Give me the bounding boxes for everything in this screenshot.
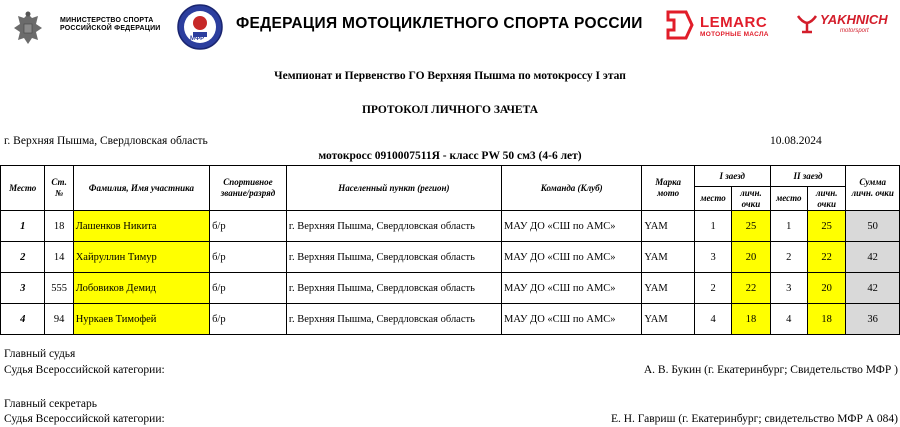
cell-race1-place: 4 xyxy=(694,304,731,335)
cell-race2-points: 22 xyxy=(807,242,845,273)
cell-race1-place: 2 xyxy=(694,273,731,304)
cell-total: 50 xyxy=(846,211,900,242)
cell-race2-place: 4 xyxy=(770,304,807,335)
cell-rank: б/р xyxy=(210,242,287,273)
cell-name: Нуркаев Тимофей xyxy=(73,304,209,335)
cell-team: МАУ ДО «СШ по АМС» xyxy=(501,304,641,335)
sport-ministry-line2: РОССИЙСКОЙ ФЕДЕРАЦИИ xyxy=(60,25,161,32)
cell-team: МАУ ДО «СШ по АМС» xyxy=(501,273,641,304)
cell-number: 14 xyxy=(45,242,73,273)
yakhnich-logo-icon xyxy=(796,12,818,34)
cell-place: 2 xyxy=(1,242,45,273)
results-table xyxy=(0,165,900,335)
cell-race2-place: 2 xyxy=(770,242,807,273)
cell-moto: YAM xyxy=(642,242,695,273)
cell-total: 42 xyxy=(846,242,900,273)
header-total: Сумма личн. очки xyxy=(846,166,900,211)
cell-race1-place: 3 xyxy=(694,242,731,273)
yakhnich-subtitle: motorsport xyxy=(840,28,869,34)
cell-race1-points: 18 xyxy=(732,304,770,335)
cell-race2-place: 3 xyxy=(770,273,807,304)
cell-moto: YAM xyxy=(642,304,695,335)
cell-team: МАУ ДО «СШ по АМС» xyxy=(501,242,641,273)
cell-locality: г. Верхняя Пышма, Свердловская область xyxy=(286,273,501,304)
header-race1: I заезд xyxy=(694,166,770,187)
cell-race1-points: 25 xyxy=(732,211,770,242)
judge-category: Судья Всероссийской категории: xyxy=(4,364,165,376)
championship-title: Чемпионат и Первенство ГО Верхняя Пышма по мотокроссу I этап xyxy=(274,70,626,82)
header-race1-place: место xyxy=(694,187,731,211)
lemarc-subtitle: МОТОРНЫЕ МАСЛА xyxy=(700,31,769,38)
cell-moto: YAM xyxy=(642,273,695,304)
cell-place: 4 xyxy=(1,304,45,335)
sport-ministry-text xyxy=(60,17,161,33)
cell-locality: г. Верхняя Пышма, Свердловская область xyxy=(286,242,501,273)
header-race2-place: место xyxy=(770,187,807,211)
judge-title: Главный судья xyxy=(4,348,76,360)
cell-race2-points: 25 xyxy=(807,211,845,242)
table-row xyxy=(1,242,900,273)
event-city: г. Верхняя Пышма, Свердловская область xyxy=(4,135,208,147)
cell-total: 42 xyxy=(846,273,900,304)
header-start-number: Ст. № xyxy=(45,166,73,211)
cell-number: 18 xyxy=(45,211,73,242)
header-name: Фамилия, Имя участника xyxy=(73,166,209,211)
sport-ministry-line1: МИНИСТЕРСТВО СПОРТА xyxy=(60,17,154,24)
federation-title: ФЕДЕРАЦИЯ МОТОЦИКЛЕТНОГО СПОРТА РОССИИ xyxy=(236,15,643,32)
cell-race1-points: 22 xyxy=(732,273,770,304)
cell-race2-points: 20 xyxy=(807,273,845,304)
cell-rank: б/р xyxy=(210,273,287,304)
event-date: 10.08.2024 xyxy=(770,135,822,147)
cell-place: 1 xyxy=(1,211,45,242)
table-header-row xyxy=(1,166,900,187)
class-title: мотокросс 0910007511Я - класс PW 50 см3 (4-6 лет) xyxy=(318,150,582,162)
header-locality: Населенный пункт (регион) xyxy=(286,166,501,211)
cell-rank: б/р xyxy=(210,304,287,335)
cell-number: 94 xyxy=(45,304,73,335)
header-race1-points: личн. очки xyxy=(732,187,770,211)
mfr-logo-text: МФР xyxy=(190,36,205,42)
header-place: Место xyxy=(1,166,45,211)
lemarc-logo-icon xyxy=(664,10,694,40)
cell-locality: г. Верхняя Пышма, Свердловская область xyxy=(286,304,501,335)
cell-name: Лашенков Никита xyxy=(73,211,209,242)
header-team: Команда (Клуб) xyxy=(501,166,641,211)
protocol-title: ПРОТОКОЛ ЛИЧНОГО ЗАЧЕТА xyxy=(361,104,538,116)
header-moto: Марка мото xyxy=(642,166,695,211)
table-row xyxy=(1,273,900,304)
cell-place: 3 xyxy=(1,273,45,304)
russian-emblem-icon xyxy=(8,8,48,48)
cell-race2-points: 18 xyxy=(807,304,845,335)
cell-race1-points: 20 xyxy=(732,242,770,273)
cell-name: Лобовиков Демид xyxy=(73,273,209,304)
cell-number: 555 xyxy=(45,273,73,304)
cell-rank: б/р xyxy=(210,211,287,242)
table-row xyxy=(1,304,900,335)
cell-team: МАУ ДО «СШ по АМС» xyxy=(501,211,641,242)
secretary-name: Е. Н. Гавриш (г. Екатеринбург; свидетельство МФР А 084) xyxy=(610,413,898,425)
header-race2: II заезд xyxy=(770,166,846,187)
mfr-logo-icon xyxy=(176,3,224,51)
cell-name: Хайруллин Тимур xyxy=(73,242,209,273)
cell-moto: YAM xyxy=(642,211,695,242)
cell-race2-place: 1 xyxy=(770,211,807,242)
lemarc-name: LEMARC xyxy=(700,14,768,31)
cell-locality: г. Верхняя Пышма, Свердловская область xyxy=(286,211,501,242)
cell-total: 36 xyxy=(846,304,900,335)
cell-race1-place: 1 xyxy=(694,211,731,242)
judge-name: А. В. Букин (г. Екатеринбург; Свидетельство МФР ) xyxy=(643,364,898,376)
header-rank: Спортивное звание/разряд xyxy=(210,166,287,211)
header-race2-points: личн. очки xyxy=(807,187,845,211)
yakhnich-name: YAKHNICH xyxy=(820,12,888,27)
page-header xyxy=(0,0,900,54)
table-row xyxy=(1,211,900,242)
secretary-category: Судья Всероссийской категории: xyxy=(4,413,165,425)
secretary-title: Главный секретарь xyxy=(4,398,98,410)
